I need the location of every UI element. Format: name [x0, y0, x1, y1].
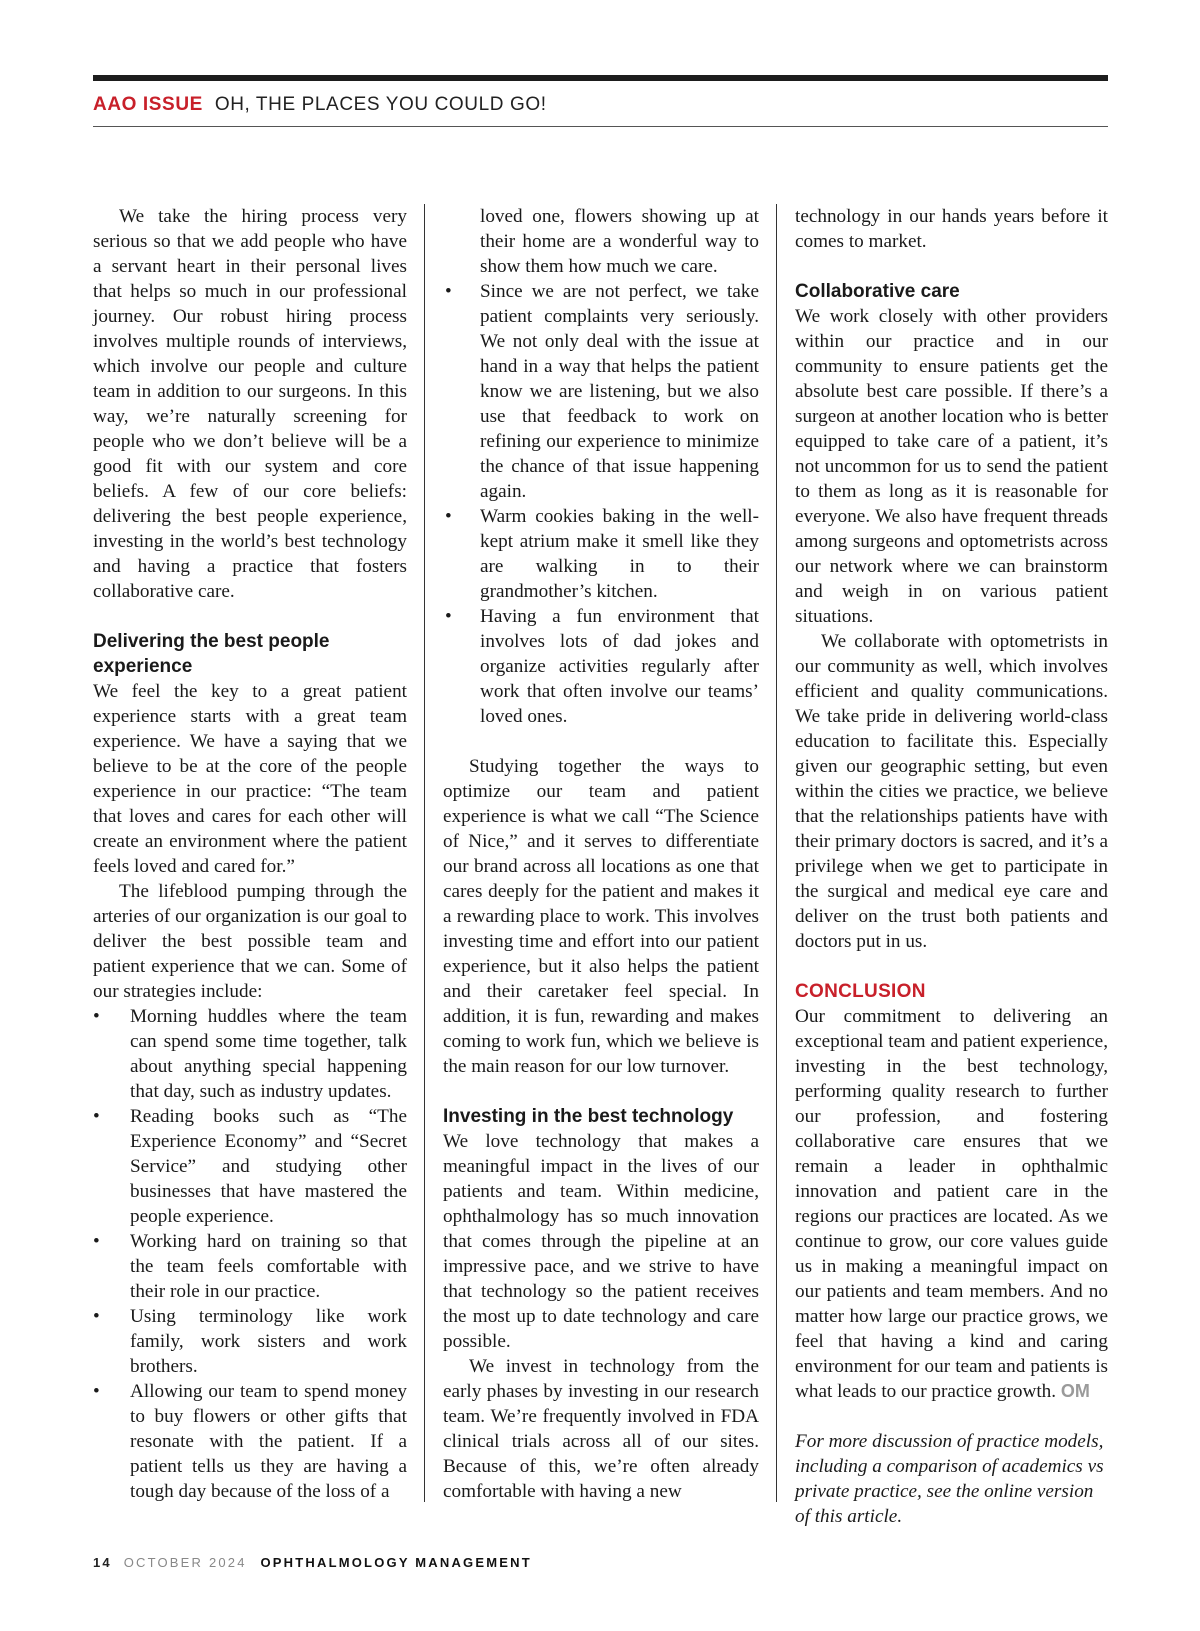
conclusion-heading: CONCLUSION — [795, 981, 926, 1002]
online-note: For more discussion of practice models, including a comparison of academics vs private practice, see the online version of this article. — [795, 1431, 1104, 1527]
page-number: 14 — [93, 1555, 112, 1570]
list-item: • Reading books such as “The Experience Economy” and “Secret Service” and studying other businesses that have mastered the people experience. — [93, 1104, 407, 1229]
subheading: Collaborative care — [795, 281, 960, 302]
paragraph: We collaborate with optometrists in our community as well, which involves efficient and quality communications. We take pride in delivering world-class education to facilitate this. Especially given our geographic setting, but even within the cities we practice, we believe that the relationships patients have with their primary doctors is sacred, and it’s a privilege when we get to participate in the surgical and medical eye care and deliver on the trust both patients and doctors put in us. — [795, 631, 1108, 952]
issue-date: OCTOBER 2024 — [123, 1555, 247, 1570]
paragraph: We take the hiring process very serious so that we add people who have a servant heart in their personal lives that helps so much in our professional journey. Our robust hiring process involves multiple rounds of interviews, which involve our people and culture team in addition to our surgeons. In this way, we’re naturally screening for people who we don’t believe will be a good fit with our system and core beliefs. A few of our core beliefs: delivering the best people experience, investing in the world’s best technology and having a practice that fosters collaborative care. — [93, 206, 407, 602]
column-divider — [424, 204, 425, 1502]
header-rule — [93, 126, 1108, 127]
paragraph — [795, 1004, 1108, 1404]
paragraph: We work closely with other providers within our practice and in our community to ensure patients get the absolute best care possible. If there’s a surgeon at another location who is better equipped to take care of a patient, it’s not uncommon for us to send the patient to them as long as it is reasonable for everyone. We also have frequent threads among surgeons and optometrists across our network where we can brainstorm and weigh in on various patient situations. — [795, 306, 1108, 627]
list-item: • Warm cookies baking in the well-kept atrium make it smell like they are walking in to their grandmother’s kitchen. — [443, 504, 759, 604]
section-label: AAO ISSUE — [93, 94, 203, 115]
list-item: • Morning huddles where the team can spend some time together, talk about anything special happening that day, such as industry updates. — [93, 1004, 407, 1104]
paragraph: We feel the key to a great patient experience starts with a great team experience. We have a saying that we believe to be at the core of the people experience in our practice: “The team that loves and cares for each other will create an environment where the patient feels loved and cared for.” — [93, 681, 407, 877]
list-item: • Using terminology like work family, work sisters and work brothers. — [93, 1304, 407, 1379]
paragraph: We love technology that makes a meaningful impact in the lives of our patients and team. Within medicine, ophthalmology has so much innovation that comes through the pipeline at an impressive pace, and we strive to have that technology so the patient receives the most up to date technology and care possible. — [443, 1131, 759, 1352]
end-mark: OM — [1060, 1381, 1090, 1401]
column-1 — [93, 204, 407, 1504]
conclusion-text: Our commitment to delivering an exceptional team and patient experience, investing in the best technology, performing quality research to further our profession, and fostering collaborative care ensures that we remain a leader in ophthalmic innovation and patient care in the regions our practices are located. As we continue to grow, our core values guide us in making a meaningful impact on our patients and team members. And no matter how large our practice grows, we feel that having a kind and caring environment for our team and patients is what leads to our practice growth. — [795, 1006, 1108, 1402]
list-item: • Allowing our team to spend money to buy flowers or other gifts that resonate with the patient. If a patient tells us they are having a tough day because of the loss of a — [93, 1379, 407, 1504]
paragraph-continuation: technology in our hands years before it comes to market. — [795, 206, 1108, 252]
subheading: Delivering the best people experience — [93, 631, 330, 677]
page-footer — [93, 1555, 532, 1570]
top-rule — [93, 75, 1108, 81]
bullet-list — [93, 1004, 407, 1504]
section-subtitle: OH, THE PLACES YOU COULD GO! — [214, 94, 547, 115]
publication-name: OPHTHALMOLOGY MANAGEMENT — [260, 1555, 532, 1570]
paragraph: The lifeblood pumping through the arteries of our organization is our goal to deliver the best possible team and patient experience that we can. Some of our strategies include: — [93, 881, 407, 1002]
list-item: • Since we are not perfect, we take patient complaints very seriously. We not only deal with the issue at hand in a way that helps the patient know we are listening, but we also use that feedback to work on refining our experience to minimize the chance of that issue happening again. — [443, 279, 759, 504]
column-divider — [776, 204, 777, 1502]
column-3 — [795, 204, 1108, 1529]
list-item-continuation: loved one, flowers showing up at their home are a wonderful way to show them how much we care. — [480, 206, 759, 277]
paragraph: We invest in technology from the early phases by investing in our research team. We’re frequently involved in FDA clinical trials across all of our sites. Because of this, we’re often already comfortable with having a new — [443, 1356, 759, 1502]
column-2 — [443, 204, 759, 1504]
paragraph: Studying together the ways to optimize our team and patient experience is what we call “The Science of Nice,” and it serves to differentiate our brand across all locations as one that cares deeply for the patient and makes it a rewarding place to work. This involves investing time and effort into our patient experience, but it also helps the patient and their caretaker feel special. In addition, it is fun, rewarding and makes coming to work fun, which we believe is the main reason for our low turnover. — [443, 756, 759, 1077]
list-item: • Having a fun environment that involves lots of dad jokes and organize activities regularly after work that often involve our teams’ loved ones. — [443, 604, 759, 729]
bullet-list — [443, 279, 759, 729]
running-header — [93, 94, 1108, 116]
subheading: Investing in the best technology — [443, 1106, 734, 1127]
list-item: • Working hard on training so that the team feels comfortable with their role in our practice. — [93, 1229, 407, 1304]
